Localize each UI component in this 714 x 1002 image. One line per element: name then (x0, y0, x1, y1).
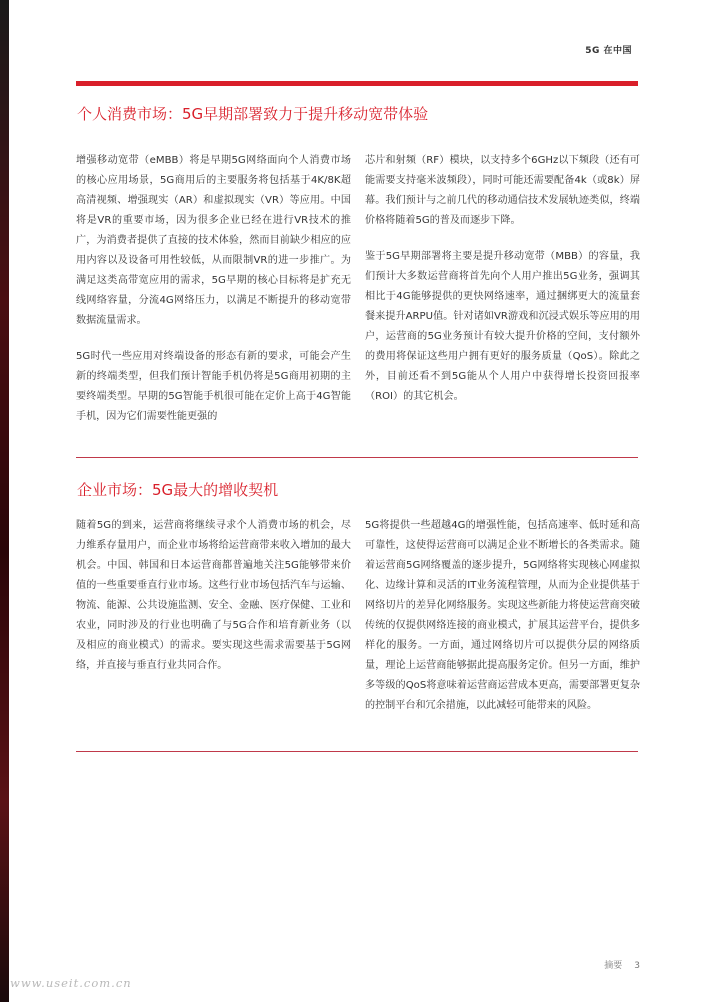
paragraph: 芯片和射频（RF）模块，以支持多个6GHz以下频段（还有可能需要支持毫米波频段），同时可能还需要配备4k（或8k）屏幕。我们预计与之前几代的移动通信技术发展轨迹类似，终端价格将随着5G的普及而逐步下降。 (365, 155, 640, 226)
consumer-left-column (76, 151, 351, 443)
paragraph: 随着5G的到来，运营商将继续寻求个人消费市场的机会，尽力维系存量用户，而企业市场将给运营商带来收入增加的最大机会。中国、韩国和日本运营商都普遍地关注5G能够带来价值的一些重要垂直行业市场。这些行业市场包括汽车与运输、物流、能源、公共设施监测、安全、金融、医疗保健、工业和农业，同时涉及的行业也明确了与5G合作和培育新业务（以及相应的商业模式）的需求。要实现这些需求需要基于5G网络，并直接与垂直行业共同合作。 (76, 520, 351, 671)
footer-section-label: 摘要 (604, 961, 623, 971)
enterprise-right-column (365, 516, 640, 732)
watermark-text: www.useit.com.cn (10, 976, 132, 990)
page-edge-strip (0, 0, 9, 1002)
running-header: 5G 在中国 (585, 46, 632, 56)
enterprise-left-column (76, 516, 351, 692)
consumer-right-column (365, 151, 640, 423)
paragraph: 增强移动宽带（eMBB）将是早期5G网络面向个人消费市场的核心应用场景，5G商用后的主要服务将包括基于4K/8K超高清视频、增强现实（AR）和虚拟现实（VR）等应用。中国将是VR的重要市场，因为很多企业已经在进行VR技术的推广，为消费者提供了直接的技术体验，然而目前缺少相应的应用内容以及设备可用性较低，从而限制VR的进一步推广。为满足这类高带宽应用的需求，5G早期的核心目标将是扩充无线网络容量，分流4G网络压力，以满足不断提升的移动宽带数据流量需求。 (76, 155, 351, 326)
section-divider (76, 751, 638, 752)
section-title-enterprise: 企业市场：5G最大的增收契机 (77, 481, 279, 499)
paragraph: 鉴于5G早期部署将主要是提升移动宽带（MBB）的容量，我们预计大多数运营商将首先向个人用户推出5G业务，强调其相比于4G能够提供的更快网络速率，通过捆绑更大的流量套餐来提升ARPU值。针对诸如VR游戏和沉浸式娱乐等应用的用户，运营商的5G业务预计有较大提升价格的空间，支付额外的费用将保证这些用户拥有更好的服务质量（QoS）。除此之外，目前还看不到5G能从个人用户中获得增长投资回报率（ROI）的其它机会。 (365, 251, 640, 402)
paragraph: 5G时代一些应用对终端设备的形态有新的要求，可能会产生新的终端类型，但我们预计智能手机仍将是5G商用初期的主要终端类型。早期的5G智能手机很可能在定价上高于4G智能手机，因为它们需要性能更强的 (76, 351, 351, 422)
top-red-rule (76, 81, 638, 86)
section-divider (76, 457, 638, 458)
section-title-consumer: 个人消费市场：5G早期部署致力于提升移动宽带体验 (77, 105, 429, 123)
paragraph: 5G将提供一些超越4G的增强性能，包括高速率、低时延和高可靠性，这使得运营商可以满足企业不断增长的各类需求。随着运营商5G网络覆盖的逐步提升，5G网络将实现核心网虚拟化、边缘计算和灵活的IT业务流程管理，从而为企业提供基于网络切片的差异化网络服务。实现这些新能力将使运营商突破传统的仅提供网络连接的商业模式，扩展其运营平台，提供多样化的服务。一方面，通过网络切片可以提供分层的网络质量，理论上运营商能够据此提高服务定价。但另一方面，维护多等级的QoS将意味着运营商运营成本更高，需要部署更复杂的控制平台和冗余措施，以此减轻可能带来的风险。 (365, 520, 640, 711)
page-number: 3 (634, 961, 640, 971)
page-footer (592, 958, 640, 971)
